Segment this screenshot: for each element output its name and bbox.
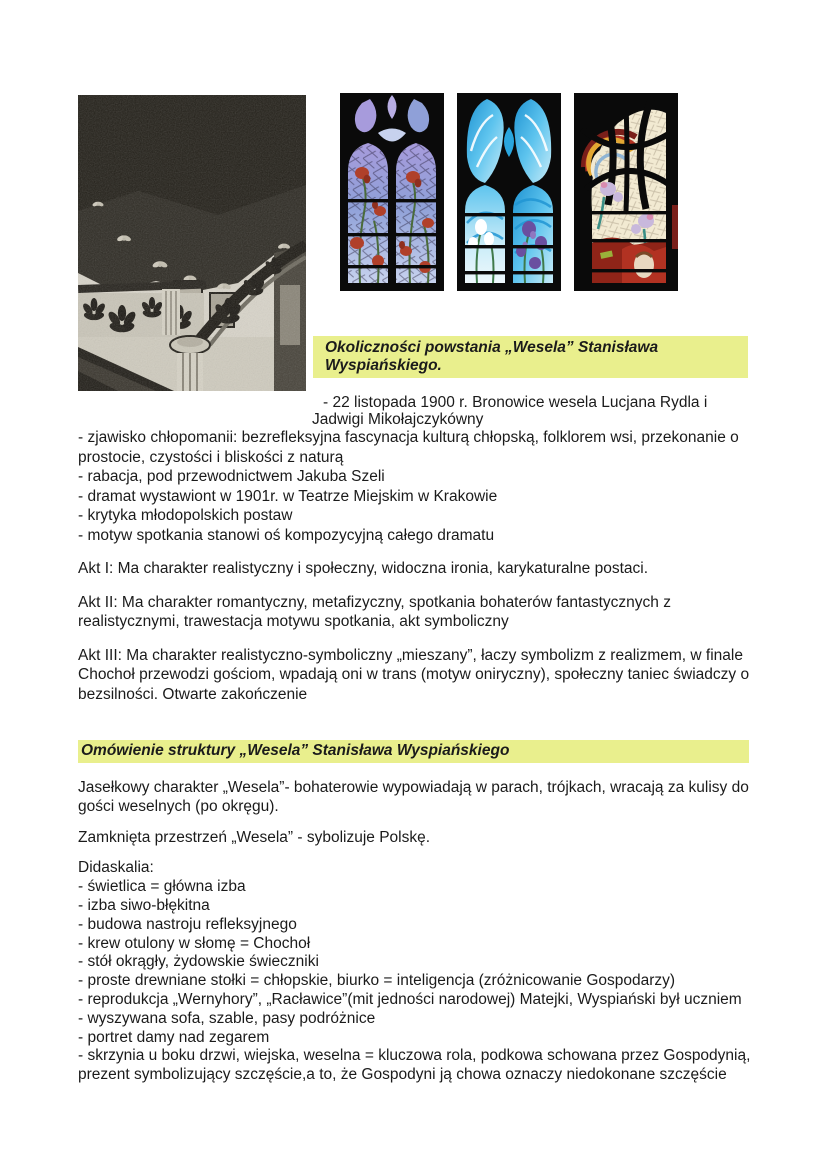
section2-body [78,779,751,1085]
didaskalia-item: - świetlica = główna izba [78,878,246,896]
stained-glass-panel-2 [457,93,561,291]
bullet-item: - krytyka młodopolskich postaw [78,507,293,524]
didaskalia-item: - izba siwo-błękitna [78,896,210,914]
didaskalia-item: - portret damy nad zegarem [78,1028,270,1046]
act2-paragraph: Akt II: Ma charakter romantyczny, metafizyczny, spotkania bohaterów fantastycznych z realistycznymi, trawestacja motywu spotkania, akt symboliczny [78,593,671,630]
section2-heading-text: Omówienie struktury „Wesela” Stanisława Wyspiańskiego [81,742,510,759]
act1-paragraph: Akt I: Ma charakter realistyczny i społeczny, widoczna ironia, karykaturalne postaci. [78,560,649,577]
didaskalia-item: - proste drewniane stołki = chłopskie, biurko = inteligencja (zróżnicowanie Gospodarzy) [78,972,676,990]
bullet-list [78,428,751,545]
section1-heading [313,336,748,378]
stained-glass-panel-1 [340,93,444,291]
section1-body [78,394,751,704]
art-nouveau-staircase-photo [78,95,306,391]
staircase-photo-illustration [78,95,306,391]
act3-paragraph: Akt III: Ma charakter realistyczno-symboliczny „mieszany”, łaczy symbolizm z realizmem, w finale Chochoł przewodzi gościom, wpadają oni w trans (motyw oniryczny), społeczny taniec świadczy o bezsilności. Otwarte zakończenie [78,646,750,703]
didaskalia-item: - reprodukcja „Wernyhory”, „Racławice”(mit jedności narodowej) Matejki, Wyspiański był uczniem [78,990,742,1008]
space-paragraph: Zamknięta przestrzeń „Wesela” - sybolizuje Polskę. [78,828,431,846]
didaskalia-item: - wyszywana sofa, szable, pasy podróżnice [78,1009,376,1027]
didaskalia-item: - skrzynia u boku drzwi, wiejska, weselna = kluczowa rola, podkowa schowana przez Gospodynią, prezent symbolizujący szczęście,a to, że Gospodyni ją chowa oznaczy niedokonane szczęście [78,1047,751,1084]
intro-paragraph: - 22 listopada 1900 r. Bronowice wesela Lucjana Rydla i Jadwigi Mikołajczykówny [312,394,708,428]
bullet-item: - dramat wystawiont w 1901r. w Teatrze Miejskim w Krakowie [78,487,498,505]
didaskalia-item: - budowa nastroju refleksyjnego [78,915,297,933]
bullet-item: - rabacja, pod przewodnictwem Jakuba Szeli [78,468,385,485]
bullet-item: - motyw spotkania stanowi oś kompozycyjną całego dramatu [78,526,495,544]
bullet-item: - zjawisko chłopomanii: bezrefleksyjna fascynacja kulturą chłopską, folklorem wsi, przekonanie o prostocie, czystości i bliskości z naturą [78,429,739,466]
didaskalia-item: - krew otulony w słomę = Chochoł [78,934,311,952]
structure-paragraph: Jasełkowy charakter „Wesela”- bohaterowie wypowiadają w parach, trójkach, wracają za kulisy do gości weselnych (po okręgu). [78,779,749,815]
section2-heading [78,740,749,763]
section1-heading-text: Okoliczności powstania „Wesela” Stanisława Wyspiańskiego. [325,339,659,374]
stained-glass-blue-irises [457,93,561,291]
stained-glass-warm-figures [574,93,678,291]
didaskalia-label: Didaskalia: [78,859,154,877]
stained-glass-panel-3 [574,93,678,291]
stained-glass-lilac-lilies [340,93,444,291]
didaskalia-item: - stół okrągły, żydowskie świeczniki [78,953,319,971]
didaskalia-list [78,859,751,1085]
